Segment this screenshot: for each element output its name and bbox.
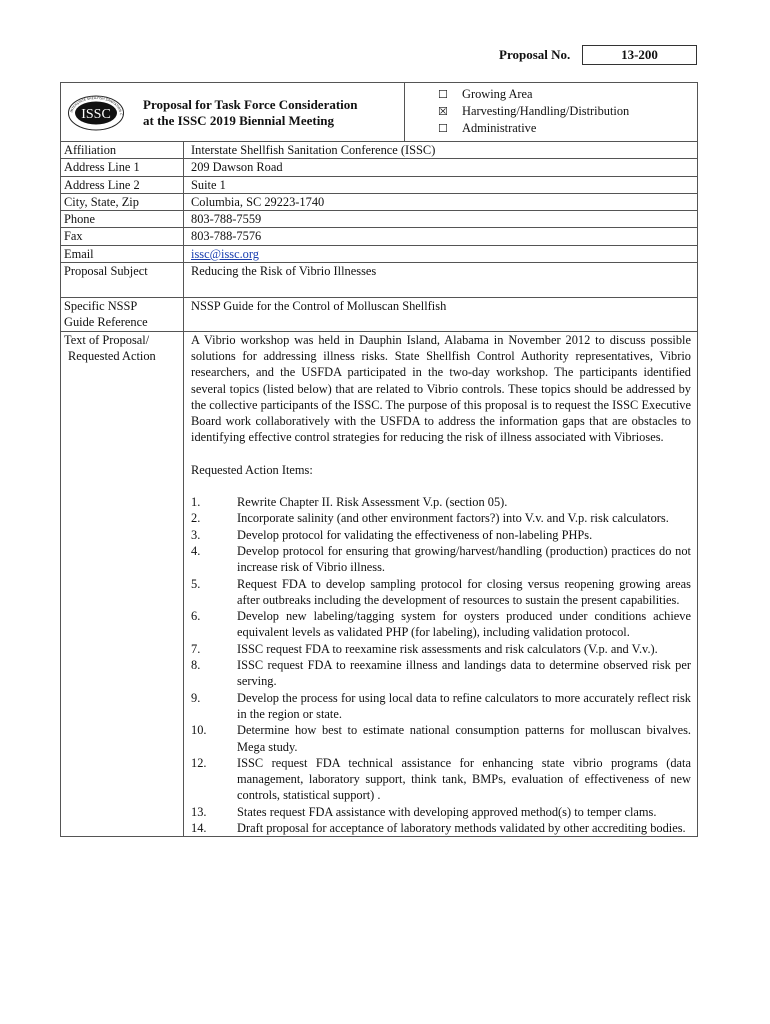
issc-logo bbox=[67, 95, 125, 131]
field-label-line: Specific NSSP bbox=[64, 299, 138, 314]
row-city-state-zip bbox=[61, 194, 697, 211]
option-growing-area[interactable] bbox=[438, 86, 697, 103]
row-fax bbox=[61, 228, 697, 245]
logo-ring-text: INTERSTATE SHELLFISH SANITATION C bbox=[69, 95, 124, 116]
action-item-text: ISSC request FDA to reexamine risk assessments and risk calculators (V.p. and V.v.). bbox=[237, 641, 658, 656]
action-item-number: 5. bbox=[191, 576, 201, 591]
row-address-line-1 bbox=[61, 159, 697, 176]
action-item-text: Develop protocol for ensuring that growing/harvest/handling (production) practices do not increase risk of Vibrio illness. bbox=[237, 543, 691, 575]
form-title-line1: Proposal for Task Force Consideration bbox=[143, 97, 358, 112]
guide-reference-value[interactable]: NSSP Guide for the Control of Molluscan Shellfish bbox=[191, 299, 447, 314]
action-item-text: Rewrite Chapter II. Risk Assessment V.p. (section 05). bbox=[237, 495, 508, 510]
form-header-left bbox=[61, 83, 405, 141]
row-affiliation bbox=[61, 142, 697, 159]
checkbox-checked-icon[interactable]: ☒ bbox=[438, 105, 448, 119]
action-item bbox=[191, 510, 691, 526]
city-state-zip-value[interactable]: Columbia, SC 29223-1740 bbox=[191, 194, 325, 209]
action-item-number: 1. bbox=[191, 495, 201, 510]
phone-value[interactable]: 803-788-7559 bbox=[191, 212, 262, 227]
row-guide-reference bbox=[61, 298, 697, 332]
field-label-line: Text of Proposal/ bbox=[64, 332, 150, 347]
action-item bbox=[191, 755, 691, 804]
action-item-text: Draft proposal for acceptance of laboratory methods validated by other accrediting bodies. bbox=[237, 820, 686, 835]
action-item bbox=[191, 804, 691, 820]
action-item-number: 3. bbox=[191, 527, 201, 542]
action-item-number: 13. bbox=[191, 804, 207, 819]
action-item bbox=[191, 820, 691, 836]
action-item-text: Incorporate salinity (and other environment factors?) into V.v. and V.p. risk calculators. bbox=[237, 511, 669, 526]
row-text-of-proposal bbox=[61, 332, 697, 837]
category-options bbox=[405, 83, 697, 141]
action-item-number: 10. bbox=[191, 723, 207, 738]
field-label-line: Requested Action bbox=[68, 348, 156, 363]
field-label bbox=[61, 332, 184, 837]
proposal-intro-paragraph: A Vibrio workshop was held in Dauphin Island, Alabama in November 2012 to discuss possible solutions for addressing illness risks. State Shellfish Control Authority representatives, Vibrio researchers, and the USFDA participated in the two-day workshop. The participants identified several topics (listed below) that are related to Vibrio controls. These topics should be addressed by the collective participants of the ISSC. The purpose of this proposal is to request the ISSC Executive Board work collaboratively with the USFDA to address the information gaps that are obstacles to identifying effective control strategies for reducing the risk of illness associated with Vibrioses. bbox=[191, 332, 691, 445]
email-link[interactable]: issc@issc.org bbox=[191, 246, 259, 261]
checkbox-icon[interactable]: ☐ bbox=[438, 88, 448, 101]
row-proposal-subject bbox=[61, 263, 697, 298]
action-item-text: States request FDA assistance with developing approved method(s) to temper clams. bbox=[237, 804, 657, 819]
email-field[interactable] bbox=[184, 246, 697, 262]
action-item bbox=[191, 608, 691, 641]
row-address-line-2 bbox=[61, 177, 697, 194]
action-item-text: ISSC request FDA technical assistance for enhancing state vibrio programs (data management, laboratory support, think tank, BMPs, evaluation of effectiveness of new controls, statistical support) . bbox=[237, 755, 691, 803]
action-item-text: Determine how best to estimate national consumption patterns for molluscan bivalves. Mega study. bbox=[237, 723, 691, 754]
field-label: City, State, Zip bbox=[61, 194, 184, 210]
action-item-text: Develop the process for using local data to refine calculators to more accurately reflect risk in the region or state. bbox=[237, 690, 691, 721]
proposal-text-body[interactable] bbox=[184, 332, 697, 837]
action-item-number: 6. bbox=[191, 609, 201, 624]
action-item bbox=[191, 494, 691, 510]
field-label: Email bbox=[61, 246, 184, 262]
action-item-text: Develop protocol for validating the effectiveness of non-labeling PHPs. bbox=[237, 527, 593, 542]
form-title-line2: at the ISSC 2019 Biennial Meeting bbox=[143, 113, 335, 128]
action-item bbox=[191, 543, 691, 576]
option-administrative[interactable] bbox=[438, 120, 697, 137]
form-title bbox=[143, 97, 358, 129]
field-label: Phone bbox=[61, 211, 184, 227]
checkbox-icon[interactable]: ☐ bbox=[438, 122, 448, 136]
proposal-number-field[interactable]: 13-200 bbox=[582, 45, 697, 65]
field-label-line: Guide Reference bbox=[64, 315, 148, 330]
option-label: Growing Area bbox=[462, 87, 533, 101]
action-item-number: 14. bbox=[191, 820, 207, 835]
field-label bbox=[61, 298, 184, 331]
fax-value[interactable]: 803-788-7576 bbox=[191, 229, 262, 244]
option-label: Administrative bbox=[462, 121, 537, 136]
field-label: Address Line 1 bbox=[61, 159, 184, 175]
row-phone bbox=[61, 211, 697, 228]
affiliation-value[interactable]: Interstate Shellfish Sanitation Conference (ISSC) bbox=[191, 143, 436, 157]
action-item bbox=[191, 576, 691, 609]
address-line-2-value[interactable]: Suite 1 bbox=[191, 177, 226, 192]
field-label: Address Line 2 bbox=[61, 177, 184, 193]
action-item bbox=[191, 690, 691, 723]
field-label: Affiliation bbox=[61, 142, 184, 158]
action-item-number: 7. bbox=[191, 641, 201, 656]
field-label: Proposal Subject bbox=[61, 263, 184, 297]
action-item bbox=[191, 722, 691, 755]
action-item-text: ISSC request FDA to reexamine illness and landings data to determine observed risk per serving. bbox=[237, 658, 691, 689]
row-email bbox=[61, 246, 697, 263]
action-item-number: 2. bbox=[191, 511, 201, 526]
action-item-number: 9. bbox=[191, 690, 201, 705]
action-item bbox=[191, 641, 691, 657]
form-header bbox=[61, 83, 697, 142]
action-item bbox=[191, 527, 691, 543]
option-label: Harvesting/Handling/Distribution bbox=[462, 104, 630, 119]
action-item-text: Request FDA to develop sampling protocol for closing versus reopening growing areas after outbreaks including the development of resources to sustain the present capabilities. bbox=[237, 576, 691, 607]
action-item bbox=[191, 657, 691, 690]
option-harvesting[interactable] bbox=[438, 103, 697, 120]
action-item-number: 8. bbox=[191, 658, 201, 673]
logo-text: ISSC bbox=[81, 107, 111, 122]
action-items-heading: Requested Action Items: bbox=[191, 462, 313, 477]
address-line-1-value[interactable]: 209 Dawson Road bbox=[191, 160, 283, 175]
action-item-number: 12. bbox=[191, 755, 207, 770]
action-item-text: Develop new labeling/tagging system for oysters produced under conditions achieve equivalent levels as validated PHP (for labeling), including validation protocol. bbox=[237, 609, 691, 640]
field-label: Fax bbox=[61, 228, 184, 244]
proposal-number-label: Proposal No. bbox=[499, 47, 571, 62]
action-item-number: 4. bbox=[191, 543, 201, 558]
proposal-form bbox=[60, 82, 698, 837]
action-items-list bbox=[191, 494, 691, 836]
proposal-subject-value[interactable]: Reducing the Risk of Vibrio Illnesses bbox=[191, 264, 377, 279]
